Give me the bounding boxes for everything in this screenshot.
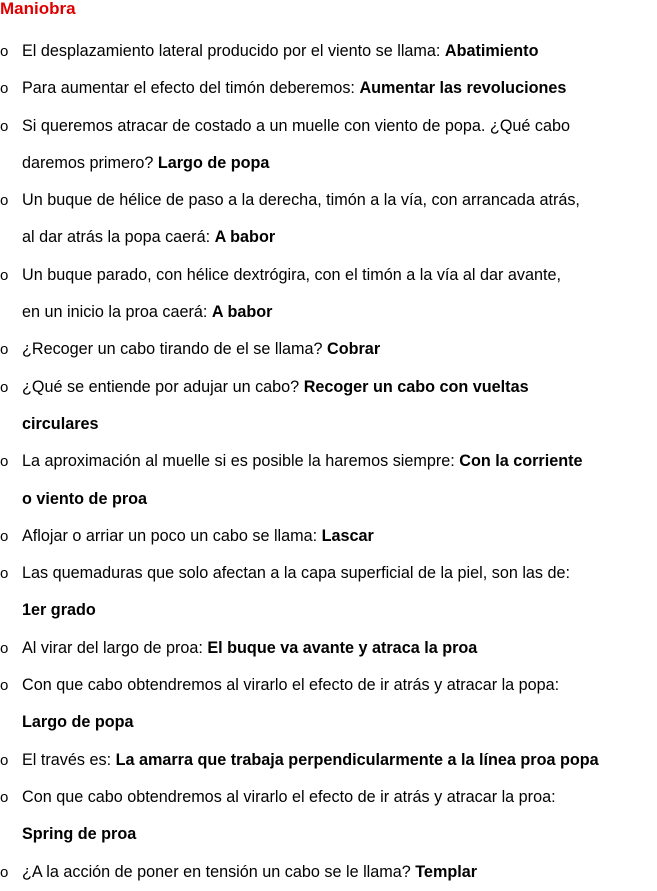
question-item <box>0 854 657 891</box>
question-text: El desplazamiento lateral producido por el viento se llama: <box>22 42 445 60</box>
question-line <box>22 108 657 145</box>
bullet-marker: o <box>0 341 9 359</box>
question-line <box>22 630 657 667</box>
question-item <box>0 182 657 257</box>
question-text: Con que cabo obtendremos al virarlo el efecto de ir atrás y atracar la proa: <box>22 787 556 806</box>
answer-text: A babor <box>214 228 276 247</box>
answer-text: Spring de proa <box>22 825 137 844</box>
answer-text: 1er grado <box>22 601 96 620</box>
answer-text: A babor <box>211 303 273 322</box>
question-line <box>22 667 657 704</box>
question-item <box>0 779 657 854</box>
question-line <box>22 33 657 70</box>
question-text: Un buque parado, con hélice dextrógira, con el timón a la vía al dar avante, <box>22 265 562 284</box>
question-item <box>0 555 657 630</box>
question-line <box>22 704 657 741</box>
question-line <box>22 257 657 294</box>
question-line <box>22 779 657 816</box>
bullet-marker: o <box>0 527 9 545</box>
answer-text: Templar <box>415 862 478 881</box>
question-line <box>22 369 657 406</box>
bullet-marker: o <box>0 863 9 881</box>
bullet-marker: o <box>0 639 9 657</box>
question-line <box>22 592 657 629</box>
bullet-marker: o <box>0 677 9 695</box>
question-item <box>0 331 657 368</box>
question-line <box>22 443 657 480</box>
answer-text: Largo de popa <box>157 153 270 172</box>
question-text: La aproximación al muelle si es posible la haremos siempre: <box>22 452 460 471</box>
bullet-marker: o <box>0 117 9 135</box>
question-item <box>0 667 657 742</box>
question-line <box>22 70 657 107</box>
answer-text: El buque va avante y atraca la proa <box>207 638 478 657</box>
answer-text: Aumentar las revoluciones <box>359 79 567 98</box>
question-list <box>0 33 657 891</box>
answer-text: Largo de popa <box>22 713 134 732</box>
question-text: Para aumentar el efecto del timón deberemos: <box>22 79 360 98</box>
bullet-marker: o <box>0 751 9 769</box>
question-text: al dar atrás la popa caerá: <box>22 228 215 247</box>
answer-text: Abatimiento <box>444 42 539 60</box>
answer-text: circulares <box>22 414 99 433</box>
question-line <box>22 518 657 555</box>
question-line <box>22 555 657 592</box>
question-item <box>0 518 657 555</box>
question-text: El través es: <box>22 750 116 769</box>
answer-text: Recoger un cabo con vueltas <box>303 377 529 396</box>
question-text: Aflojar o arriar un poco un cabo se llama: <box>22 526 322 545</box>
bullet-marker: o <box>0 266 9 284</box>
answer-text: Lascar <box>321 526 374 545</box>
question-text: ¿Recoger un cabo tirando de el se llama? <box>22 340 328 359</box>
bullet-marker: o <box>0 43 9 60</box>
question-item <box>0 443 657 518</box>
question-item <box>0 70 657 107</box>
question-line <box>22 145 657 182</box>
bullet-marker: o <box>0 788 9 806</box>
question-text: en un inicio la proa caerá: <box>22 303 212 322</box>
question-line <box>22 406 657 443</box>
question-item <box>0 630 657 667</box>
question-item <box>0 257 657 332</box>
bullet-marker: o <box>0 453 9 471</box>
question-line <box>22 816 657 853</box>
bullet-marker: o <box>0 565 9 583</box>
question-line <box>22 854 657 891</box>
answer-text: Cobrar <box>327 340 381 359</box>
question-line <box>22 219 657 256</box>
question-text: Si queremos atracar de costado a un muelle con viento de popa. ¿Qué cabo <box>22 116 571 135</box>
question-line <box>22 481 657 518</box>
question-text: Al virar del largo de proa: <box>22 638 208 657</box>
bullet-marker: o <box>0 192 9 210</box>
question-item <box>0 33 657 70</box>
question-line <box>22 182 657 219</box>
section-heading: Maniobra <box>0 0 76 18</box>
question-item <box>0 742 657 779</box>
question-text: Con que cabo obtendremos al virarlo el efecto de ir atrás y atracar la popa: <box>22 676 560 695</box>
answer-text: o viento de proa <box>22 489 148 508</box>
question-text: daremos primero? <box>22 153 158 172</box>
answer-text: Con la corriente <box>459 452 583 471</box>
bullet-marker: o <box>0 80 9 98</box>
question-text: Un buque de hélice de paso a la derecha, timón a la vía, con arrancada atrás, <box>22 191 580 210</box>
question-text: Las quemaduras que solo afectan a la capa superficial de la piel, son las de: <box>22 564 571 583</box>
question-item <box>0 369 657 444</box>
question-item <box>0 108 657 183</box>
question-text: ¿A la acción de poner en tensión un cabo se le llama? <box>22 862 416 881</box>
question-line <box>22 742 657 779</box>
bullet-marker: o <box>0 378 9 396</box>
question-line <box>22 294 657 331</box>
question-text: ¿Qué se entiende por adujar un cabo? <box>22 377 304 396</box>
question-line <box>22 331 657 368</box>
answer-text: La amarra que trabaja perpendicularmente a la línea proa popa <box>115 750 599 769</box>
